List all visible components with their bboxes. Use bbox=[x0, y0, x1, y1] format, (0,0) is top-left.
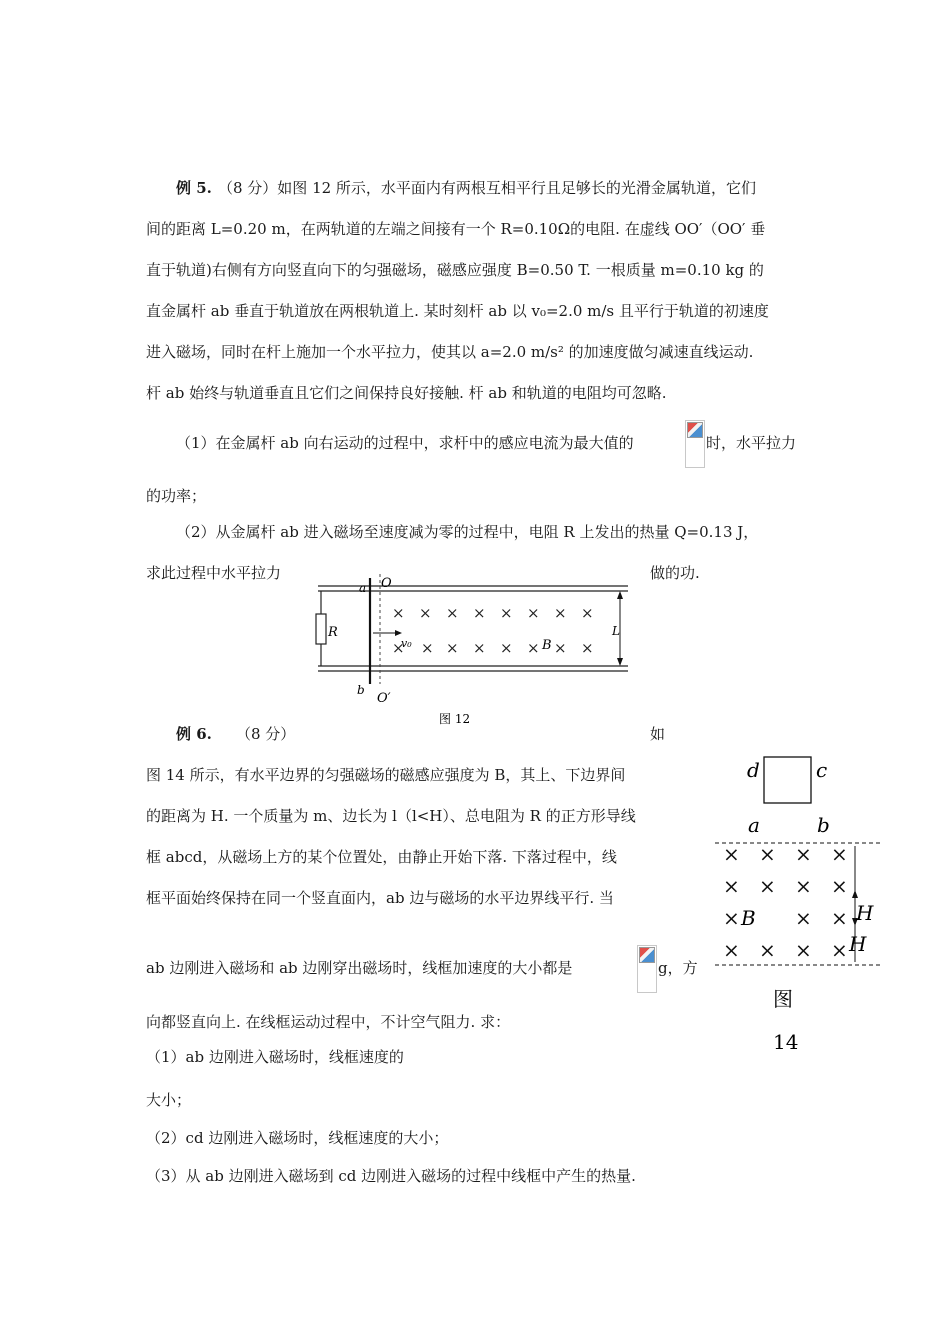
svg-text:×: × bbox=[831, 906, 848, 930]
example6-score: （8 分） bbox=[236, 725, 296, 743]
example6-question1-part2: 大小； bbox=[146, 1091, 192, 1109]
svg-text:×: × bbox=[527, 604, 540, 622]
example5-line2: 间的距离 L=0.20 m，在两轨道的左端之间接有一个 R=0.10Ω的电阻. 在虚线 OO′（OO′ 垂 bbox=[146, 220, 766, 238]
figure-14-caption-1: 图 bbox=[773, 987, 793, 1011]
label-H-2: H bbox=[849, 932, 867, 956]
label-a: a bbox=[748, 813, 760, 837]
example6-question3: （3）从 ab 边刚进入磁场到 cd 边刚进入磁场的过程中线框中产生的热量. bbox=[146, 1167, 636, 1185]
example5-line1: （8 分）如图 12 所示，水平面内有两根互相平行且足够长的光滑金属轨道，它们 bbox=[218, 179, 756, 197]
svg-text:×: × bbox=[795, 906, 812, 930]
example6-line1: 图 14 所示，有水平边界的匀强磁场的磁感应强度为 B，其上、下边界间 bbox=[146, 766, 626, 784]
label-a: a bbox=[359, 581, 367, 595]
label-O-prime: O′ bbox=[377, 691, 391, 706]
image-icon bbox=[639, 947, 655, 963]
label-v0: v₀ bbox=[401, 637, 412, 650]
svg-text:×: × bbox=[446, 639, 459, 657]
broken-image-placeholder-2 bbox=[637, 945, 657, 993]
example6-line4: 框平面始终保持在同一个竖直面内，ab 边与磁场的水平边界线平行. 当 bbox=[146, 889, 614, 907]
label-O: O bbox=[381, 576, 392, 591]
svg-text:×: × bbox=[527, 639, 540, 657]
example6-question2: （2）cd 边刚进入磁场时，线框速度的大小； bbox=[146, 1129, 449, 1147]
svg-text:×: × bbox=[581, 604, 594, 622]
svg-text:×: × bbox=[392, 639, 405, 657]
svg-text:×: × bbox=[554, 639, 567, 657]
svg-text:×: × bbox=[723, 938, 740, 962]
svg-text:×: × bbox=[831, 842, 848, 866]
figure-14-caption-2: 14 bbox=[773, 1030, 799, 1054]
example6-question1-part1: （1）ab 边刚进入磁场时，线框速度的 bbox=[146, 1048, 404, 1066]
example5-question1-part3: 的功率； bbox=[146, 487, 207, 505]
label-R: R bbox=[328, 625, 338, 640]
example5-line5: 进入磁场，同时在杆上施加一个水平拉力，使其以 a=2.0 m/s² 的加速度做匀减速直线运动. bbox=[146, 343, 754, 361]
example6-line5-part1: ab 边刚进入磁场和 ab 边刚穿出磁场时，线框加速度的大小都是 bbox=[146, 959, 573, 977]
label-B: B bbox=[542, 638, 552, 653]
svg-text:×: × bbox=[759, 842, 776, 866]
svg-text:×: × bbox=[831, 874, 848, 898]
svg-text:×: × bbox=[759, 938, 776, 962]
svg-text:×: × bbox=[759, 874, 776, 898]
broken-image-placeholder bbox=[685, 420, 705, 468]
label-B: B bbox=[741, 906, 756, 930]
example6-ru: 如 bbox=[650, 725, 666, 743]
example5-question1-part2: 时，水平拉力 bbox=[706, 434, 797, 452]
svg-text:×: × bbox=[723, 906, 740, 930]
example6-title: 例 6. bbox=[176, 725, 212, 743]
example6-line3: 框 abcd，从磁场上方的某个位置处，由静止开始下落. 下落过程中，线 bbox=[146, 848, 617, 866]
label-L: L bbox=[612, 624, 620, 638]
example5-line4: 直金属杆 ab 垂直于轨道放在两根轨道上. 某时刻杆 ab 以 v₀=2.0 m/s 且平行于轨道的初速度 bbox=[146, 302, 769, 320]
image-icon bbox=[687, 422, 703, 438]
svg-text:×: × bbox=[795, 874, 812, 898]
example5-title: 例 5. bbox=[176, 179, 212, 197]
example6-line2: 的距离为 H. 一个质量为 m、边长为 l（l<H）、总电阻为 R 的正方形导线 bbox=[146, 807, 636, 825]
example5-question1-part1: （1）在金属杆 ab 向右运动的过程中，求杆中的感应电流为最大值的 bbox=[176, 434, 634, 452]
example5-question2-part2: 求此过程中水平拉力 bbox=[146, 564, 282, 582]
svg-text:×: × bbox=[421, 639, 434, 657]
svg-text:×: × bbox=[795, 842, 812, 866]
svg-text:×: × bbox=[473, 639, 486, 657]
example5-question2-part1: （2）从金属杆 ab 进入磁场至速度减为零的过程中，电阻 R 上发出的热量 Q=0.13 J， bbox=[176, 523, 759, 541]
svg-text:×: × bbox=[473, 604, 486, 622]
svg-text:×: × bbox=[500, 639, 513, 657]
figure-12-rail-diagram bbox=[300, 570, 640, 730]
figure-14-magnetic-field-diagram bbox=[715, 750, 885, 1060]
svg-text:×: × bbox=[831, 938, 848, 962]
figure-12-caption: 图 12 bbox=[439, 712, 471, 726]
svg-text:×: × bbox=[723, 874, 740, 898]
example5-line6: 杆 ab 始终与轨道垂直且它们之间保持良好接触. 杆 ab 和轨道的电阻均可忽略. bbox=[146, 384, 667, 402]
label-c: c bbox=[816, 758, 828, 782]
svg-text:×: × bbox=[500, 604, 513, 622]
label-b: b bbox=[357, 683, 365, 697]
svg-text:×: × bbox=[419, 604, 432, 622]
svg-text:×: × bbox=[795, 938, 812, 962]
svg-text:×: × bbox=[446, 604, 459, 622]
label-H: H bbox=[856, 901, 874, 925]
example6-line6: 向都竖直向上. 在线框运动过程中，不计空气阻力. 求： bbox=[146, 1013, 511, 1031]
example5-line3: 直于轨道)右侧有方向竖直向下的匀强磁场，磁感应强度 B=0.50 T. 一根质量 m=0.10 kg 的 bbox=[146, 261, 764, 279]
svg-text:×: × bbox=[554, 604, 567, 622]
example5-question2-part3: 做的功. bbox=[650, 564, 700, 582]
example6-line5-part2: g，方 bbox=[658, 959, 698, 977]
svg-text:×: × bbox=[581, 639, 594, 657]
svg-text:×: × bbox=[392, 604, 405, 622]
label-d: d bbox=[747, 758, 760, 782]
svg-text:×: × bbox=[723, 842, 740, 866]
label-b: b bbox=[817, 813, 830, 837]
